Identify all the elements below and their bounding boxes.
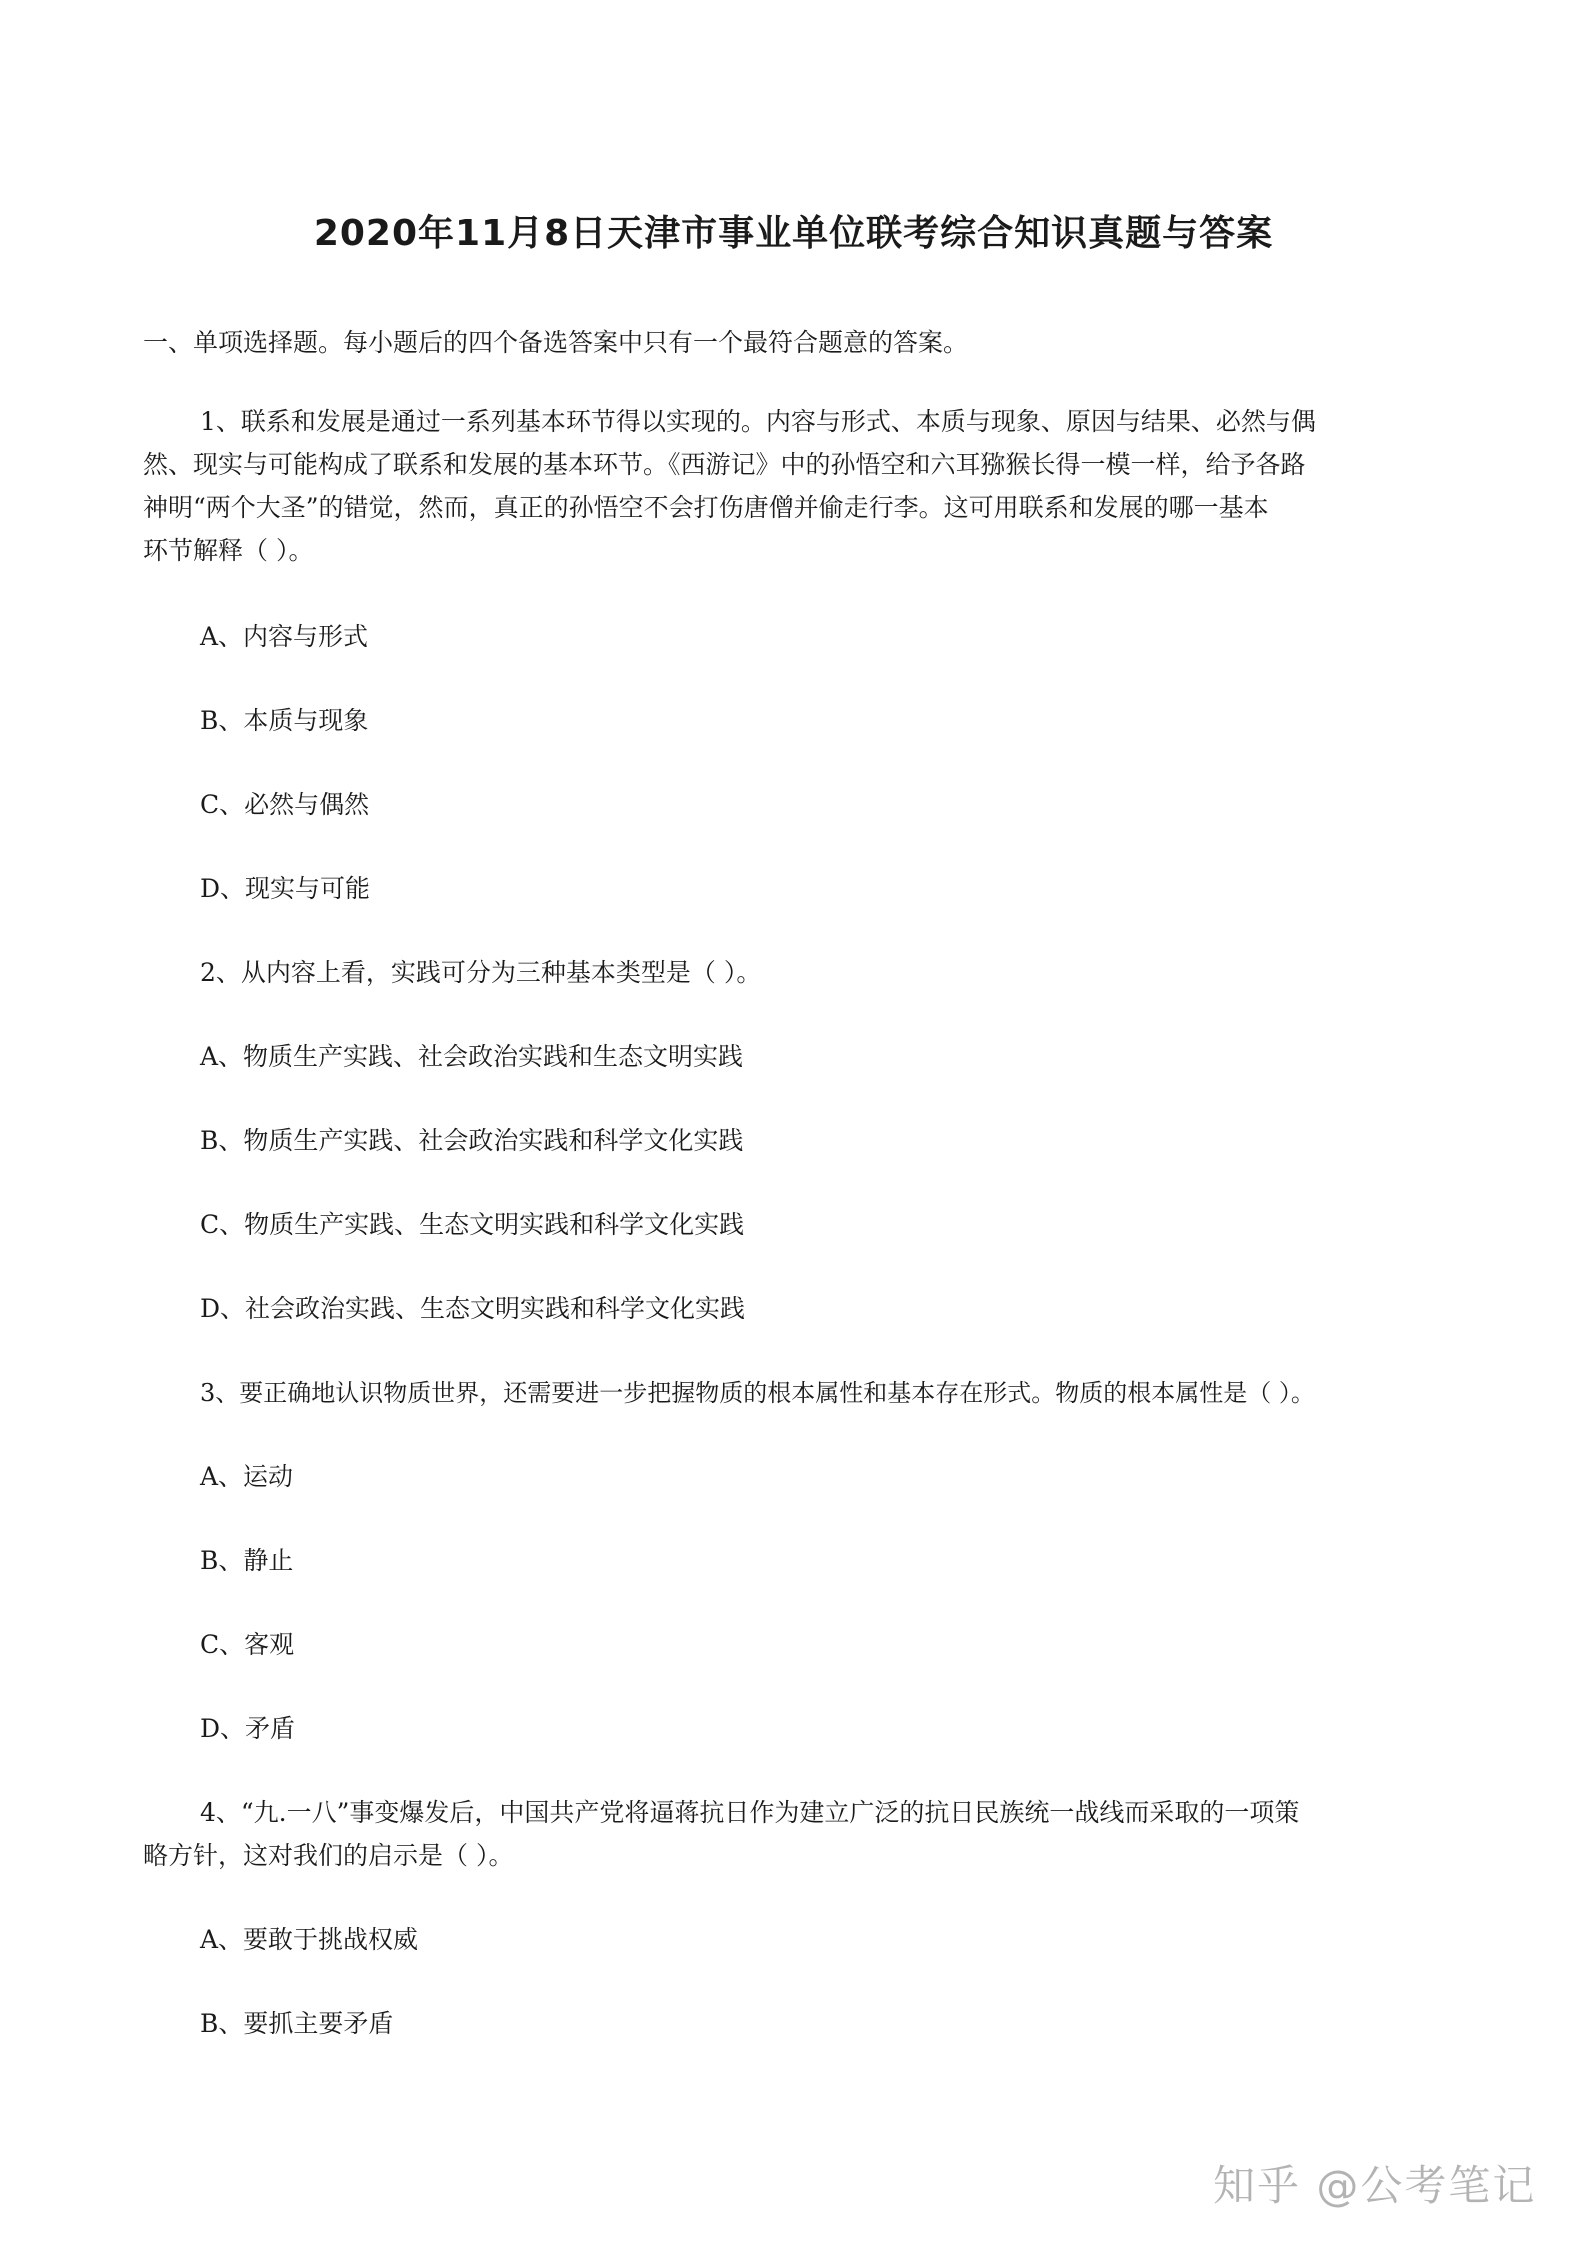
question-1-line-4: 环节解释（ ）。	[143, 536, 314, 565]
question-1-line-2: 然、现实与可能构成了联系和发展的基本环节。《西游记》中的孙悟空和六耳猕猴长得一模一样，给予各路	[143, 450, 1306, 479]
question-4-line-1: 4、“九.一八”事变爆发后，中国共产党将逼蒋抗日作为建立广泛的抗日民族统一战线而采取的一项策	[200, 1798, 1300, 1827]
question-2-option-a: A、物质生产实践、社会政治实践和生态文明实践	[200, 1042, 744, 1071]
section-heading: 一、单项选择题。每小题后的四个备选答案中只有一个最符合题意的答案。	[143, 328, 969, 357]
question-2-text: 2、从内容上看，实践可分为三种基本类型是（ ）。	[200, 958, 762, 987]
question-1	[143, 400, 1395, 572]
question-2-option-d: D、社会政治实践、生态文明实践和科学文化实践	[200, 1294, 746, 1323]
question-4-line-2: 略方针，这对我们的启示是（ ）。	[143, 1841, 514, 1870]
question-1-line-1: 1、联系和发展是通过一系列基本环节得以实现的。内容与形式、本质与现象、原因与结果、必然与偶	[200, 407, 1316, 436]
document-title: 2020年11月8日天津市事业单位联考综合知识真题与答案	[313, 213, 1274, 254]
question-3-option-d: D、矛盾	[200, 1714, 296, 1743]
question-3-option-a: A、运动	[200, 1462, 294, 1491]
question-2-option-c: C、物质生产实践、生态文明实践和科学文化实践	[200, 1210, 745, 1239]
question-4-option-b: B、要抓主要矛盾	[200, 2009, 394, 2038]
question-1-line-3: 神明“两个大圣”的错觉，然而，真正的孙悟空不会打伤唐僧并偷走行李。这可用联系和发展的哪一基本	[143, 493, 1269, 522]
question-1-option-a: A、内容与形式	[200, 622, 369, 651]
question-3-option-c: C、客观	[200, 1630, 295, 1659]
question-1-option-d: D、现实与可能	[200, 874, 371, 903]
zhihu-watermark: 知乎 @公考笔记	[1213, 2161, 1537, 2210]
question-3-text: 3、要正确地认识物质世界，还需要进一步把握物质的根本属性和基本存在形式。物质的根本属性是（ ）。	[200, 1379, 1315, 1407]
question-4-option-a: A、要敢于挑战权威	[200, 1925, 419, 1954]
question-1-option-b: B、本质与现象	[200, 706, 369, 735]
question-3-option-b: B、静止	[200, 1546, 294, 1575]
question-1-option-c: C、必然与偶然	[200, 790, 370, 819]
question-2-option-b: B、物质生产实践、社会政治实践和科学文化实践	[200, 1126, 744, 1155]
